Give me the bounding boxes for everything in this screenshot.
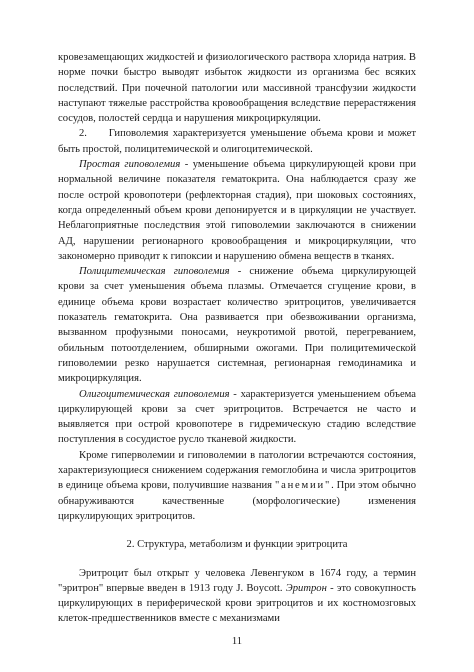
paragraph-oligocythemic-hypovolemia bbox=[58, 387, 416, 448]
list-number: 2. bbox=[79, 128, 87, 140]
paragraph-erythron-text-b: - это совокупность циркулирующих в периферической крови эритроцитов и их костномозговых клеток-предшественников вместе с механизмами bbox=[58, 582, 416, 625]
term-polycythemic-hypovolemia: Полицитемическая гиповолемия bbox=[79, 266, 230, 278]
term-erythron: Эритрон bbox=[285, 582, 327, 594]
paragraph-anemia-text-b: . При этом обычно обнаруживаются качественные (морфологические) изменения циркулирующих эритроцитов. bbox=[58, 480, 416, 522]
paragraph-anemia bbox=[58, 448, 416, 524]
paragraph-simple-hypovolemia bbox=[58, 157, 416, 264]
paragraph-polycythemic-hypovolemia-text: - снижение объема циркулирующей крови за счет уменьшения объема плазмы. Отмечается сгущение крови, в единице объема крови возрастает количество эритроцитов, увеличивается показатель гематокрита. Она развивается при обезвоживании организма, вызванном профузными поносами, неукротимой рвотой, перегреванием, обильным потоотделением, обширными ожогами. При полицитемической гиповолемии резко нарушается системная, регионарная гемодинамика и микроциркуляция. bbox=[58, 266, 416, 385]
section-heading: 2. Структура, метаболизм и функции эритроцита bbox=[126, 539, 348, 551]
term-simple-hypovolemia: Простая гиповолемия bbox=[79, 159, 181, 171]
paragraph-anemia-text-a: Кроме гиперволемии и гиповолемии в патологии встречаются состояния, характеризующиеся снижением содержания гемоглобина и числа эритроцитов в единице объема крови, получившие названия bbox=[58, 449, 416, 492]
paragraph-hypovolemia bbox=[58, 126, 416, 157]
paragraph-erythron-text-a: Эритроцит был открыт у человека Левенгуком в 1674 году, а термин "эритрон" впервые введен в 1913 году J. Boycott. bbox=[58, 567, 416, 594]
term-oligocythemic-hypovolemia: Олигоцитемическая гиповолемия bbox=[79, 388, 230, 400]
page-number: 11 bbox=[231, 636, 243, 647]
paragraph-simple-hypovolemia-text: - уменьшение объема циркулирующей крови при нормальной величине показателя гематокрита. Она наблюдается сразу же после острой кровопотери (рефлекторная стадия), при шоковых состояниях, когда определенный объем крови депонируется и в циркуляции не участвует. Неблагоприятные последствия этой гиповолемии заключаются в снижении АД, нарушении регионарного кровообращения и микроциркуляции, что закономерно приводит к гипоксии и нарушению обмена веществ в тканях. bbox=[58, 159, 416, 262]
paragraph-erythron bbox=[58, 566, 416, 627]
paragraph-intro: кровезамещающих жидкостей и физиологического раствора хлорида натрия. В норме почки быстро выводят избыток жидкости из организма бес всяких последствий. При почечной патологии или массивной трансфузии жидкости наступают тяжелые расстройства кровообращения вследствие перерастяжения сосудов, полостей сердца и нарушения микроциркуляции. bbox=[58, 52, 416, 125]
paragraph-hypovolemia-text: Гиповолемия характеризуется уменьшение объема крови и может быть простой, полицитемической и олигоцитемической. bbox=[58, 128, 416, 155]
paragraph-oligocythemic-hypovolemia-text: - характеризуется уменьшением объема циркулирующей крови за счет эритроцитов. Встречается не часто и выявляется при острой кровопотере в гидремическую стадию вследствие поступления в сосудистое русло тканевой жидкости. bbox=[58, 388, 417, 446]
paragraph-polycythemic-hypovolemia bbox=[58, 264, 416, 386]
term-anemia: "анемии" bbox=[274, 480, 332, 492]
